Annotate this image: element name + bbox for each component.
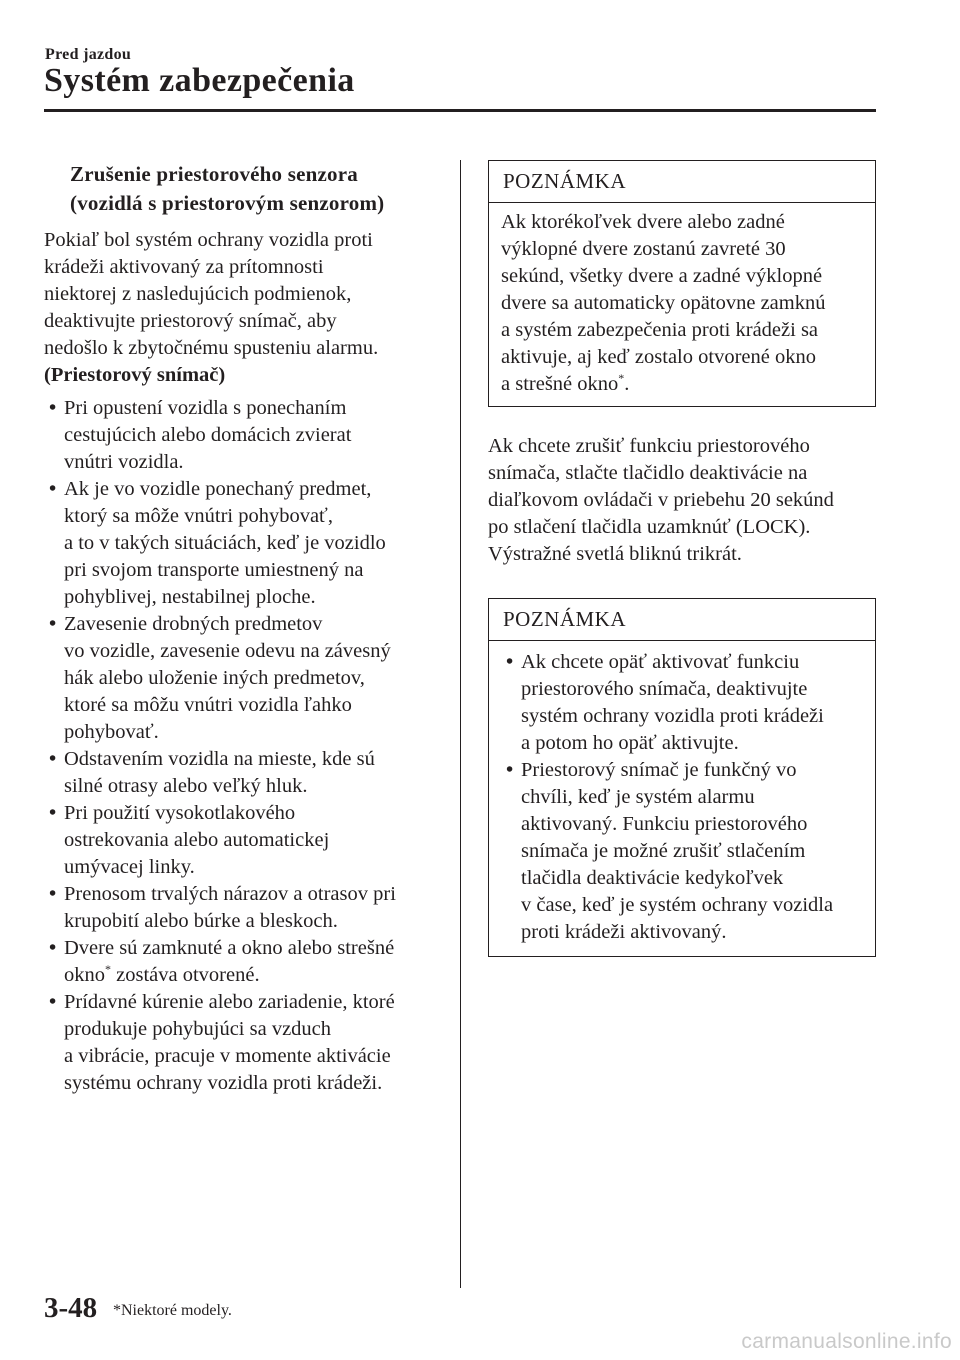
subheading: Zrušenie priestorového senzora (vozidlá s priestorovým senzorom) xyxy=(70,162,385,215)
list-item xyxy=(44,611,440,746)
bullet-icon: • xyxy=(49,397,57,419)
condition-list xyxy=(44,395,440,1097)
bullet-icon: • xyxy=(49,883,57,905)
asterisk-marker: * xyxy=(105,962,111,976)
list-item-text: Ak je vo vozidle ponechaný predmet, ktorý sa môže vnútri pohybovať, a to v takých situáciách, keď je vozidlo pri svojom transporte umiestnený na pohyblivej, nestabilnej ploche. xyxy=(64,478,386,608)
list-item-text: Pri opustení vozidla s ponechaním cestujúcich alebo domácich zvierat vnútri vozidla. xyxy=(64,397,352,473)
right-column xyxy=(488,160,876,957)
list-item-text: Ak chcete opäť aktivovať funkciu priestorového snímača, deaktivujte systém ochrany vozidla proti krádeži a potom ho opäť aktivujte. xyxy=(521,651,824,754)
asterisk-marker: * xyxy=(618,371,625,385)
intro-paragraph: Pokiaľ bol systém ochrany vozidla proti krádeži aktivovaný za prítomnosti niektorej z nasledujúcich podmienok, deaktivujte priestorový snímač, aby nedošlo k zbytočnému spusteniu alarmu. xyxy=(44,229,379,359)
note-text: Ak ktorékoľvek dvere alebo zadné výklopné dvere zostanú zavreté 30 sekúnd, všetky dvere a zadné výklopné dvere sa automaticky opätovne zamknú a systém zabezpečenia proti krádeži sa aktivuje, aj keď zostalo otvorené okno a strešné okno xyxy=(501,211,826,395)
note-box xyxy=(488,160,876,407)
list-item xyxy=(44,395,440,476)
list-item xyxy=(44,476,440,611)
list-item xyxy=(44,800,440,881)
bullet-icon: • xyxy=(506,651,514,673)
bullet-icon: • xyxy=(49,991,57,1013)
list-item-text: Pri použití vysokotlakového ostrekovania alebo automatickej umývacej linky. xyxy=(64,802,330,878)
bullet-icon: • xyxy=(49,802,57,824)
list-item-text: Prenosom trvalých nárazov a otrasov pri krupobití alebo búrke a bleskoch. xyxy=(64,883,396,932)
left-column xyxy=(44,160,440,1097)
bullet-icon: • xyxy=(49,613,57,635)
section-label: Pred jazdou xyxy=(45,46,132,63)
list-item-text: zostáva otvorené. xyxy=(111,964,260,986)
sensor-label: (Priestorový snímač) xyxy=(44,364,226,386)
footnote: *Niektoré modely. xyxy=(113,1302,232,1319)
watermark: carmanualsonline.info xyxy=(741,1330,952,1353)
note-header: POZNÁMKA xyxy=(489,161,875,203)
list-item-text: Dvere sú zamknuté a okno alebo strešné okno xyxy=(64,937,395,986)
list-item-text: Priestorový snímač je funkčný vo chvíli, keď je systém alarmu aktivovaný. Funkciu priestorového snímača je možné zrušiť stlačením tlačidla deaktivácie kedykoľvek v čase, keď je systém ochrany vozidla proti krádeži aktivovaný. xyxy=(521,759,834,943)
note-text: . xyxy=(624,373,630,395)
bullet-icon: • xyxy=(49,748,57,770)
list-item xyxy=(44,935,440,989)
page-number: 3-48 xyxy=(44,1292,98,1324)
list-item xyxy=(501,757,863,946)
list-item xyxy=(44,881,440,935)
note-body xyxy=(489,203,875,406)
bullet-icon: • xyxy=(49,937,57,959)
list-item xyxy=(501,649,863,757)
page-title: Systém zabezpečenia xyxy=(44,62,355,99)
note-box xyxy=(488,598,876,957)
title-rule xyxy=(44,109,876,112)
list-item xyxy=(44,989,440,1097)
list-item-text: Zavesenie drobných predmetov vo vozidle, zavesenie odevu na závesný hák alebo uloženie iných predmetov, ktoré sa môžu vnútri vozidla ľahko pohybovať. xyxy=(64,613,391,743)
note-list xyxy=(501,649,863,946)
note-body xyxy=(489,641,875,956)
note-header: POZNÁMKA xyxy=(489,599,875,641)
list-item-text: Prídavné kúrenie alebo zariadenie, ktoré produkuje pohybujúci sa vzduch a vibrácie, pracuje v momente aktivácie systému ochrany vozidla proti krádeži. xyxy=(64,991,395,1094)
bullet-icon: • xyxy=(49,478,57,500)
bullet-icon: • xyxy=(506,759,514,781)
list-item-text: Odstavením vozidla na mieste, kde sú silné otrasy alebo veľký hluk. xyxy=(64,748,375,797)
deactivation-paragraph: Ak chcete zrušiť funkciu priestorového snímača, stlačte tlačidlo deaktivácie na diaľkovom ovládači v priebehu 20 sekúnd po stlačení tlačidla uzamknúť (LOCK). Výstražné svetlá bliknú trikrát. xyxy=(488,435,834,565)
column-divider xyxy=(460,160,461,1288)
list-item xyxy=(44,746,440,800)
